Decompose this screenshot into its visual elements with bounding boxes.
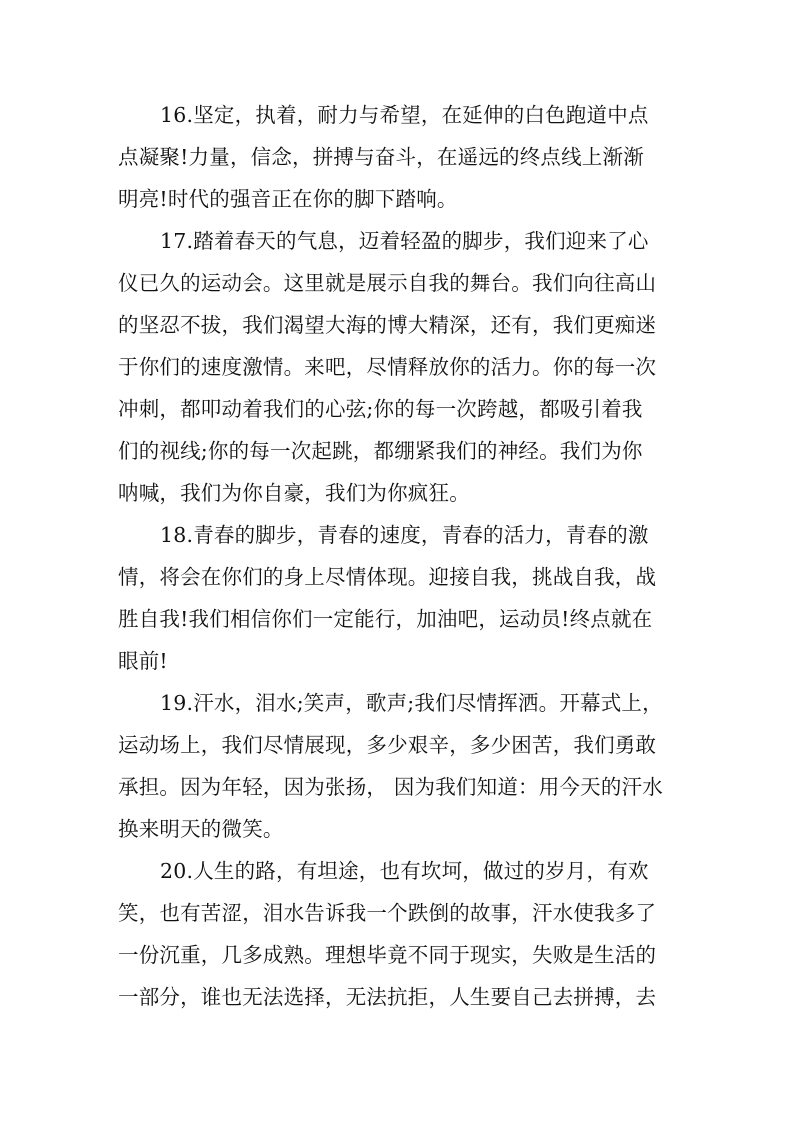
paragraph-19-line-1: 19.汗水，泪水;笑声，歌声;我们尽情挥洒。开幕式上， — [160, 691, 663, 715]
paragraph-19-line-3: 承担。因为年轻，因为张扬， 因为我们知道：用今天的汗水 — [118, 775, 663, 799]
paragraph-18-line-2: 情，将会在你们的身上尽情体现。迎接自我，挑战自我，战 — [118, 565, 657, 589]
paragraph-16-line-1: 16.坚定，执着，耐力与希望，在延伸的白色跑道中点 — [160, 103, 649, 127]
paragraph-18-line-3: 胜自我!我们相信你们一定能行，加油吧，运动员!终点就在 — [118, 607, 653, 631]
paragraph-20-line-1: 20.人生的路，有坦途，也有坎坷，做过的岁月，有欢 — [160, 859, 649, 883]
paragraph-20-line-4: 一部分，谁也无法选择，无法抗拒，人生要自己去拼搏，去 — [118, 985, 657, 1009]
paragraph-18-line-1: 18.青春的脚步，青春的速度，青春的活力，青春的激 — [160, 523, 649, 547]
paragraph-16-line-3: 明亮!时代的强音正在你的脚下踏响。 — [118, 187, 458, 211]
paragraph-17-line-3: 的坚忍不拔，我们渴望大海的博大精深，还有，我们更痴迷 — [118, 313, 657, 337]
paragraph-16-line-2: 点凝聚!力量，信念，拼搏与奋斗，在遥远的终点线上渐渐 — [118, 145, 644, 169]
paragraph-17-line-5: 冲刺，都叩动着我们的心弦;你的每一次跨越，都吸引着我 — [118, 397, 643, 421]
paragraph-19-line-2: 运动场上，我们尽情展现，多少艰辛，多少困苦，我们勇敢 — [118, 733, 657, 757]
paragraph-17-line-2: 仪已久的运动会。这里就是展示自我的舞台。我们向往高山 — [118, 271, 657, 295]
paragraph-17-line-4: 于你们的速度激情。来吧，尽情释放你的活力。你的每一次 — [118, 355, 657, 379]
paragraph-17-line-7: 呐喊，我们为你自豪，我们为你疯狂。 — [118, 481, 470, 505]
paragraph-19-line-4: 换来明天的微笑。 — [118, 817, 284, 841]
paragraph-20-line-2: 笑，也有苦涩，泪水告诉我一个跌倒的故事，汗水使我多了 — [118, 901, 657, 925]
paragraph-17-line-6: 们的视线;你的每一次起跳，都绷紧我们的神经。我们为你 — [118, 439, 643, 463]
paragraph-18-line-4: 眼前! — [118, 649, 168, 673]
paragraph-20-line-3: 一份沉重，几多成熟。理想毕竟不同于现实，失败是生活的 — [118, 943, 657, 967]
paragraph-17-line-1: 17.踏着春天的气息，迈着轻盈的脚步，我们迎来了心 — [160, 229, 649, 253]
